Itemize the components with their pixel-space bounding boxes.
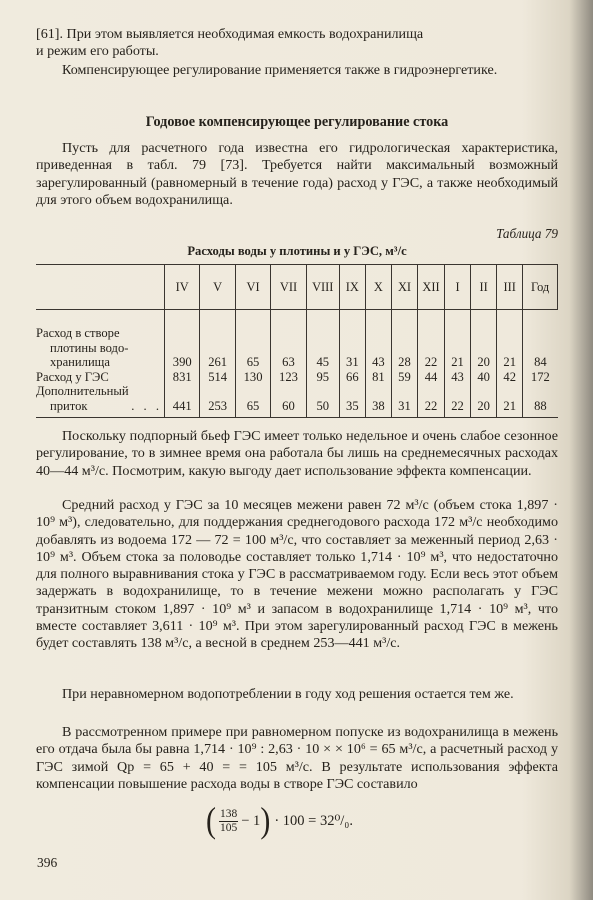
table-header-cell: I [445, 265, 471, 310]
table-header-cell: VIII [306, 265, 339, 310]
table-cell: 22 [418, 310, 445, 370]
table-cell: 441 [165, 384, 200, 418]
formula-open-paren: ( [206, 800, 216, 841]
section-heading: Годовое компенсирующее регулирование стока [145, 114, 449, 130]
table-title: Расходы воды у плотины и у ГЭС, м³/с [187, 244, 407, 258]
para-top-line-2: и режим его работы. [36, 43, 159, 60]
table-cell: 21 [497, 384, 523, 418]
table-cell: 42 [497, 370, 523, 385]
table-cell: 21 [445, 310, 471, 370]
table-cell: 38 [365, 384, 391, 418]
table-row [36, 384, 558, 418]
table-header-cell: X [365, 265, 391, 310]
table-cell: 390 [165, 310, 200, 370]
table-cell: 22 [445, 384, 471, 418]
table-cell: 44 [418, 370, 445, 385]
table-header-cell: Год [523, 265, 558, 310]
formula-result: · 100 = 32⁰/₀. [274, 812, 353, 829]
table-cell: 21 [497, 310, 523, 370]
table-cell: 20 [471, 384, 497, 418]
table-header-cell: XII [418, 265, 445, 310]
para-3: При неравномерном водопотреблении в году ход решения остается тем же. [62, 686, 514, 702]
table-cell: 88 [523, 384, 558, 418]
table-cell: 35 [339, 384, 365, 418]
table-cell: 66 [339, 370, 365, 385]
para-4: В рассмотренном примере при равномерном попуске из водохранилища в межень его отдача была бы равна 1,714 · 10⁹ : 2,63 · 10 × × 10⁶ = 65 м³/с, а расчетный расход у ГЭС зимой Qр = 65 + 40 = = 105 м³/с. В результате использования эффекта компенсации повышение расхода воды в створе ГЭС составило [36, 724, 558, 792]
table-header-cell: VII [271, 265, 306, 310]
top-text [36, 26, 558, 61]
data-table-wrap [36, 264, 558, 418]
table-header-cell: VI [235, 265, 270, 310]
table-cell: 31 [339, 310, 365, 370]
table-header-corner [36, 265, 165, 310]
data-table [36, 264, 558, 418]
table-cell: 65 [235, 384, 270, 418]
table-cell: 22 [418, 384, 445, 418]
table-cell: 65 [235, 310, 270, 370]
table-cell: 50 [306, 384, 339, 418]
para-compensation: Компенсирующее регулирование применяется также в гидроэнергетике. [62, 62, 498, 78]
table-row [36, 370, 558, 385]
table-row-label: Расход у ГЭС [36, 369, 109, 384]
table-cell: 130 [235, 370, 270, 385]
formula-fraction: $\frac{138}{105}$ [220, 807, 238, 834]
table-cell: 28 [391, 310, 417, 370]
para-intro: Пусть для расчетного года известна его гидрологическая характеристика, приведенная в табл. 79 [73]. Требуется найти максимальный возможный зарегулированный (равномерный в течение года) расход у ГЭС, а также необходимый для этого объем водохранилища. [36, 140, 558, 208]
page-number: 396 [37, 855, 58, 870]
table-cell: 43 [365, 310, 391, 370]
table-cell: 43 [445, 370, 471, 385]
table-header-cell: III [497, 265, 523, 310]
table-cell: 514 [200, 370, 235, 385]
table-row-label: Дополнительный приток . . . [36, 384, 165, 418]
table-cell: 123 [271, 370, 306, 385]
para-top-line-1: [61]. При этом выявляется необходимая емкость водохранилища [36, 26, 424, 42]
table-cell: 31 [391, 384, 417, 418]
table-cell: 95 [306, 370, 339, 385]
table-cell: 84 [523, 310, 558, 370]
table-header-cell: V [200, 265, 235, 310]
para-1: Поскольку подпорный бьеф ГЭС имеет только недельное и очень слабое сезонное регулирование, то в зимнее время она работала бы лишь на среднемесячных расходах 40—44 м³/с. Посмотрим, какую выгоду дает использование эффекта компенсации. [36, 428, 558, 479]
table-cell: 63 [271, 310, 306, 370]
formula-close-paren: ) [260, 800, 271, 841]
table-row-label: Расход в створе плотины водо- хранилища [36, 326, 129, 369]
table-row [36, 310, 558, 370]
table-header-row [36, 265, 558, 310]
table-cell: 45 [306, 310, 339, 370]
table-cell: 253 [200, 384, 235, 418]
table-cell: 261 [200, 310, 235, 370]
table-cell: 60 [271, 384, 306, 418]
table-caption: Таблица 79 [496, 226, 558, 241]
table-header-cell: II [471, 265, 497, 310]
table-header-cell: XI [391, 265, 417, 310]
table-cell: 172 [523, 370, 558, 385]
formula [206, 800, 353, 841]
table-cell: 59 [391, 370, 417, 385]
table-cell: 20 [471, 310, 497, 370]
table-header-cell: IV [165, 265, 200, 310]
table-cell: 40 [471, 370, 497, 385]
table-cell: 831 [165, 370, 200, 385]
table-cell: 81 [365, 370, 391, 385]
table-header-cell: IX [339, 265, 365, 310]
formula-minus-one: − 1 [241, 812, 261, 829]
para-2: Средний расход у ГЭС за 10 месяцев межени равен 72 м³/с (объем стока 1,897 · 10⁹ м³), следовательно, для поддержания среднегодового расхода 172 м³/с необходимо добавлять из водоема 172 — 72 = 100 м³/с, что составляет за меженный период 2,63 · 10⁹ м³. Объем стока за половодье составляет только 1,714 · 10⁹ м³, что недостаточно для полного выравнивания стока у ГЭС в рассматриваемом году. Если весь этот объем задержать в водохранилище, то в течение межени можно располагать у ГЭС транзитным стоком 1,897 · 10⁹ м³ и запасом в водохранилище 1,714 · 10⁹ м³, что вместе составляет 3,611 · 10⁹ м³. При этом зарегулированный расход ГЭС в межень будет составлять 138 м³/с, а весной в среднем 253—441 м³/с. [36, 497, 558, 652]
